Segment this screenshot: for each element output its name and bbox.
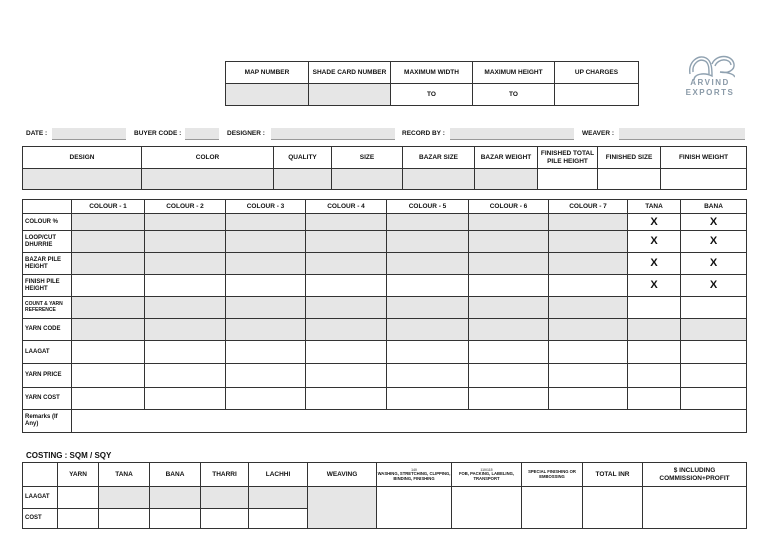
tana-cell[interactable]: X — [628, 231, 681, 253]
washing-superscript: 140 — [411, 467, 417, 472]
row-label: Remarks (If Any) — [23, 410, 72, 433]
logo-line-2: EXPORTS — [685, 88, 735, 97]
record-by-label: RECORD BY : — [402, 130, 445, 137]
colour-table-row — [23, 297, 747, 319]
buyer-code-label: BUYER CODE : — [134, 130, 182, 137]
colour-table-row — [23, 341, 747, 364]
max-height-field[interactable]: TO — [473, 84, 555, 106]
usd-commission-cell[interactable] — [643, 487, 747, 529]
bana-cell[interactable] — [681, 388, 747, 410]
colour-table-row — [23, 364, 747, 388]
map-number-header: MAP NUMBER — [226, 62, 309, 84]
laagat-row-label: LAAGAT — [23, 487, 58, 509]
colour-cell[interactable] — [469, 297, 549, 319]
colour-table-row — [23, 388, 747, 410]
bazar-weight-field[interactable] — [475, 169, 538, 190]
size-header: SIZE — [332, 147, 403, 169]
quality-header: QUALITY — [274, 147, 332, 169]
up-charges-field[interactable] — [555, 84, 639, 106]
lachhi-header: LACHHI — [249, 463, 308, 487]
colour-table-row — [23, 410, 747, 433]
weaver-label: WEAVER : — [582, 130, 615, 137]
laagat-tana[interactable] — [99, 487, 150, 509]
finish-weight-field[interactable] — [661, 169, 747, 190]
fob-cell[interactable] — [452, 487, 522, 529]
special-finishing-header: SPECIAL FINISHING OR EMBOSSING — [522, 463, 583, 487]
colour-cell[interactable] — [72, 231, 145, 253]
bana-cell[interactable] — [681, 297, 747, 319]
bana-cell[interactable] — [681, 319, 747, 341]
colour-cell[interactable] — [549, 231, 628, 253]
colour-cell[interactable] — [72, 341, 145, 364]
date-label: DATE : — [26, 130, 48, 137]
tana-cell[interactable]: X — [628, 214, 681, 231]
tana-cell[interactable] — [628, 297, 681, 319]
total-inr-header: TOTAL INR — [583, 463, 643, 487]
date-field[interactable] — [52, 128, 126, 140]
tana-cell[interactable] — [628, 319, 681, 341]
yarn-header: YARN — [58, 463, 99, 487]
colour-cell[interactable] — [469, 231, 549, 253]
colour-cell[interactable] — [306, 388, 387, 410]
colour-4-header: COLOUR - 4 — [306, 200, 387, 214]
colour-cell[interactable] — [226, 214, 306, 231]
colour-cell[interactable] — [387, 275, 469, 297]
logo-text — [684, 78, 736, 98]
design-table — [22, 146, 747, 190]
colour-cell[interactable] — [387, 297, 469, 319]
colour-table-row — [23, 214, 747, 231]
size-field[interactable] — [332, 169, 403, 190]
finished-pile-height-field[interactable] — [538, 169, 598, 190]
colour-cell[interactable] — [226, 341, 306, 364]
colour-cell[interactable] — [145, 297, 226, 319]
row-label: COLOUR % — [23, 214, 72, 231]
bana-header: BANA — [681, 200, 747, 214]
colour-cell[interactable] — [226, 364, 306, 388]
bana-cell[interactable]: X — [681, 231, 747, 253]
colour-cell[interactable] — [306, 231, 387, 253]
washing-label: WASHING, STRETCHING, CLIPPING, BINDING, FINISHING — [377, 470, 451, 481]
colour-cell[interactable] — [306, 214, 387, 231]
row-label: BAZAR PILE HEIGHT — [23, 253, 72, 275]
row-label: COUNT & YARN REFERENCE — [23, 297, 72, 319]
laagat-lachhi[interactable] — [249, 487, 308, 509]
colour-cell[interactable] — [469, 388, 549, 410]
cost-bana[interactable] — [150, 509, 201, 529]
colour-cell[interactable] — [226, 253, 306, 275]
weaver-field[interactable] — [619, 128, 745, 140]
weaving-cell[interactable] — [308, 487, 377, 529]
costing-title: COSTING : SQM / SQY — [26, 451, 112, 460]
tana-cell[interactable] — [628, 341, 681, 364]
bana-cell[interactable]: X — [681, 275, 747, 297]
row-label: YARN PRICE — [23, 364, 72, 388]
colour-cell[interactable] — [549, 388, 628, 410]
bana-cell[interactable] — [681, 364, 747, 388]
colour-cell[interactable] — [72, 275, 145, 297]
designer-label: DESIGNER : — [227, 130, 265, 137]
colour-cell[interactable] — [72, 253, 145, 275]
bazar-size-header: BAZAR SIZE — [403, 147, 475, 169]
tana-cell[interactable] — [628, 388, 681, 410]
usd-commission-header: $ INCLUDING COMMISSION+PROFIT — [643, 463, 747, 487]
colour-cell[interactable] — [387, 364, 469, 388]
cost-yarn[interactable] — [58, 509, 99, 529]
design-header: DESIGN — [23, 147, 142, 169]
laagat-tharri[interactable] — [201, 487, 249, 509]
colour-cell[interactable] — [469, 253, 549, 275]
row-label: LAAGAT — [23, 341, 72, 364]
row-label: YARN CODE — [23, 319, 72, 341]
colour-cell[interactable] — [72, 388, 145, 410]
shade-card-field[interactable] — [309, 84, 391, 106]
shade-card-header: SHADE CARD NUMBER — [309, 62, 391, 84]
corner-cell — [23, 200, 72, 214]
bana-cell[interactable] — [681, 341, 747, 364]
washing-cell[interactable] — [377, 487, 452, 529]
fob-label: FOB, PACKING, LABELING, TRANSPORT — [458, 470, 515, 481]
colour-cell[interactable] — [469, 319, 549, 341]
colour-cell[interactable] — [306, 341, 387, 364]
quality-field[interactable] — [274, 169, 332, 190]
remarks-field[interactable] — [72, 410, 747, 433]
finished-pile-height-header: FINISHED TOTAL PILE HEIGHT — [538, 147, 598, 169]
top-info-table — [225, 61, 639, 106]
colour-2-header: COLOUR - 2 — [145, 200, 226, 214]
max-width-field[interactable]: TO — [391, 84, 473, 106]
max-height-header: MAXIMUM HEIGHT — [473, 62, 555, 84]
finish-weight-header: FINISH WEIGHT — [661, 147, 747, 169]
costing-table — [22, 462, 747, 529]
colour-cell[interactable] — [549, 341, 628, 364]
buyer-code-field[interactable] — [185, 128, 219, 140]
colour-cell[interactable] — [72, 364, 145, 388]
colour-cell[interactable] — [145, 214, 226, 231]
colour-cell[interactable] — [306, 275, 387, 297]
colour-table-row — [23, 231, 747, 253]
costing-corner — [23, 463, 58, 487]
colour-cell[interactable] — [145, 341, 226, 364]
laagat-bana[interactable] — [150, 487, 201, 509]
colour-6-header: COLOUR - 6 — [469, 200, 549, 214]
colour-cell[interactable] — [387, 253, 469, 275]
fob-superscript: 110/115 — [480, 467, 493, 472]
colour-3-header: COLOUR - 3 — [226, 200, 306, 214]
colour-cell[interactable] — [549, 275, 628, 297]
finished-size-field[interactable] — [598, 169, 661, 190]
colour-cell[interactable] — [226, 231, 306, 253]
colour-cell[interactable] — [469, 341, 549, 364]
cost-lachhi[interactable] — [249, 509, 308, 529]
fob-header — [452, 463, 522, 487]
tana-cell[interactable]: X — [628, 253, 681, 275]
colour-cell[interactable] — [306, 253, 387, 275]
tana-cost-header: TANA — [99, 463, 150, 487]
bazar-weight-header: BAZAR WEIGHT — [475, 147, 538, 169]
colour-cell[interactable] — [549, 214, 628, 231]
colour-cell[interactable] — [72, 319, 145, 341]
colour-cell[interactable] — [387, 231, 469, 253]
colour-1-header: COLOUR - 1 — [72, 200, 145, 214]
colour-cell[interactable] — [226, 275, 306, 297]
max-width-header: MAXIMUM WIDTH — [391, 62, 473, 84]
colour-cell[interactable] — [226, 319, 306, 341]
tana-cell[interactable] — [628, 364, 681, 388]
special-finishing-cell[interactable] — [522, 487, 583, 529]
colour-cell[interactable] — [145, 231, 226, 253]
colour-cell[interactable] — [549, 253, 628, 275]
colour-cell[interactable] — [306, 319, 387, 341]
colour-cell[interactable] — [226, 388, 306, 410]
colour-cell[interactable] — [387, 388, 469, 410]
tana-header: TANA — [628, 200, 681, 214]
tana-cell[interactable]: X — [628, 275, 681, 297]
colour-cell[interactable] — [145, 364, 226, 388]
colour-cell[interactable] — [387, 341, 469, 364]
colour-7-header: COLOUR - 7 — [549, 200, 628, 214]
colour-cell[interactable] — [387, 319, 469, 341]
colour-cell[interactable] — [306, 297, 387, 319]
row-label: FINISH PILE HEIGHT — [23, 275, 72, 297]
colour-cell[interactable] — [145, 319, 226, 341]
design-field[interactable] — [23, 169, 142, 190]
colour-cell[interactable] — [549, 319, 628, 341]
header-fields — [26, 128, 746, 142]
total-inr-cell[interactable] — [583, 487, 643, 529]
bana-cost-header: BANA — [150, 463, 201, 487]
colour-cell[interactable] — [145, 275, 226, 297]
finished-size-header: FINISHED SIZE — [598, 147, 661, 169]
cost-row-label: COST — [23, 509, 58, 529]
bana-cell[interactable]: X — [681, 214, 747, 231]
washing-header — [377, 463, 452, 487]
colour-cell[interactable] — [387, 214, 469, 231]
colour-cell[interactable] — [72, 214, 145, 231]
up-charges-header: UP CHARGES — [555, 62, 639, 84]
bazar-size-field[interactable] — [403, 169, 475, 190]
cost-tharri[interactable] — [201, 509, 249, 529]
row-label: YARN COST — [23, 388, 72, 410]
colour-table — [22, 199, 747, 433]
colour-table-row — [23, 275, 747, 297]
colour-table-row — [23, 253, 747, 275]
row-label: LOOP/CUT DHURRIE — [23, 231, 72, 253]
record-by-field[interactable] — [450, 128, 574, 140]
tharri-header: THARRI — [201, 463, 249, 487]
cost-tana[interactable] — [99, 509, 150, 529]
colour-cell[interactable] — [306, 364, 387, 388]
laagat-yarn[interactable] — [58, 487, 99, 509]
colour-5-header: COLOUR - 5 — [387, 200, 469, 214]
colour-cell[interactable] — [72, 297, 145, 319]
colour-cell[interactable] — [469, 364, 549, 388]
bana-cell[interactable]: X — [681, 253, 747, 275]
color-header: COLOR — [142, 147, 274, 169]
colour-cell[interactable] — [549, 364, 628, 388]
map-number-field[interactable] — [226, 84, 309, 106]
color-field[interactable] — [142, 169, 274, 190]
colour-cell[interactable] — [469, 214, 549, 231]
logo-line-1: ARVIND — [690, 78, 730, 87]
colour-cell[interactable] — [145, 253, 226, 275]
colour-table-row — [23, 319, 747, 341]
weaving-header: WEAVING — [308, 463, 377, 487]
colour-cell[interactable] — [469, 275, 549, 297]
colour-cell[interactable] — [145, 388, 226, 410]
colour-cell[interactable] — [549, 297, 628, 319]
colour-cell[interactable] — [226, 297, 306, 319]
designer-field[interactable] — [271, 128, 395, 140]
